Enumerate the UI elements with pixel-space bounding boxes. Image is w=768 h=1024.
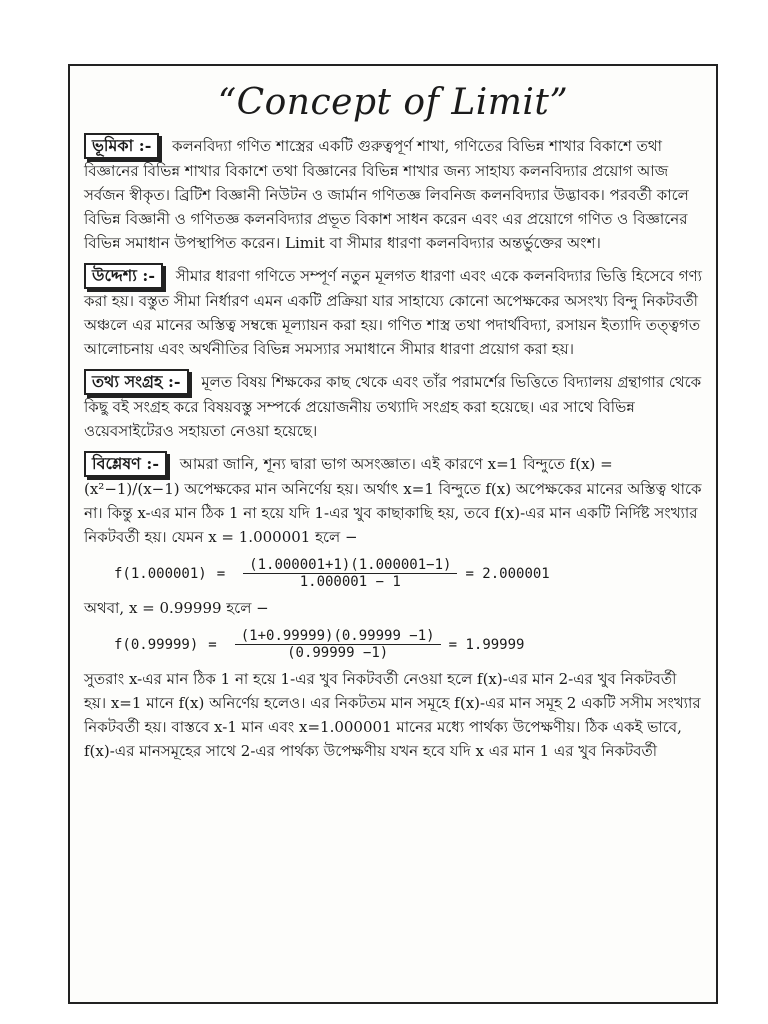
section-text-introduction: কলনবিদ্যা গণিত শাস্ত্রের একটি গুরুত্বপূর্ণ শাখা, গণিতের বিভিন্ন শাখার বিকাশে তথা বিজ্ঞানের বিভিন্ন শাখার বিকাশে তথা বিজ্ঞানের বিভিন্ন শাখার জন্য সাহায্য কলনবিদ্যার প্রয়োগ আজ সর্বজন স্বীকৃত। ব্রিটিশ বিজ্ঞানী নিউটন ও জার্মান গণিতজ্ঞ লিবনিজ কলনবিদ্যার উদ্ভাবক। পরবর্তী কালে বিভিন্ন বিজ্ঞানী ও গণিতজ্ঞ কলনবিদ্যার প্রভূত বিকাশ সাধন করেন এবং এর প্রয়োগে গণিত ও বিজ্ঞানের বিভিন্ন সমাধান উপস্থাপিত করেন। Limit বা সীমার ধারণা কলনবিদ্যার অন্তর্ভুক্তের অংশ। <box>84 137 689 252</box>
section-label-objective: উদ্দেশ্য :- <box>84 263 163 289</box>
document-page <box>68 64 718 1004</box>
closing-paragraph: সুতরাং x-এর মান ঠিক 1 না হয়ে 1-এর খুব নিকটবর্তী নেওয়া হলে f(x)-এর মান 2-এর খুব নিকটবর্তী হয়। x=1 মানে f(x) অনির্ণেয় হলেও। এর নিকটতম মান সমূহে f(x)-এর মান সমূহ 2 একটি সসীম সংখ্যার নিকটবর্তী হয়। বাস্তবে x-1 মান এবং x=1.000001 মানের মধ্যে পার্থক্য উপেক্ষণীয়। ঠিক একই ভাবে, f(x)-এর মানসমূহের সাথে 2-এর পার্থক্য উপেক্ষণীয় যখন হবে যদি x এর মান 1 এর খুব নিকটবর্তী <box>84 670 701 760</box>
section-text-objective: সীমার ধারণা গণিতে সম্পূর্ণ নতুন মূলগত ধারণা এবং একে কলনবিদ্যার ভিত্তি হিসেবে গণ্য করা হয়। বস্তুত সীমা নির্ধারণ এমন একটি প্রক্রিয়া যার সাহায্যে কোনো অপেক্ষকের অসংখ্য বিন্দু নিকটবর্তী অঞ্চলে এর মানের অস্তিত্ব সম্বন্ধে মূল্যায়ন করা হয়। গণিত শাস্ত্র তথা পদার্থবিদ্যা, রসায়ন ইত্যাদি তত্ত্বগত আলোচনায় এবং অর্থনীতির বিভিন্ন সমস্যার সমাধানে সীমার ধারণা প্রয়োগ করা হয়। <box>84 267 703 358</box>
section-objective <box>84 263 702 361</box>
equation-2-result: = 1.99999 <box>448 636 525 653</box>
math-2-intro: অথবা, x = 0.99999 হলে − <box>84 599 269 617</box>
equation-2-lhs: f(0.99999) <box>114 636 199 653</box>
equals-sign: = <box>216 565 226 582</box>
section-label-data-collection: তথ্য সংগ্রহ :- <box>84 369 189 395</box>
page-title: “Concept of Limit” <box>217 82 569 123</box>
section-text-data-collection: মূলত বিষয় শিক্ষকের কাছ থেকে এবং তাঁর পরামর্শের ভিত্তিতে বিদ্যালয় গ্রন্থাগার থেকে কিছু বই সংগ্রহ করে বিষয়বস্তু সম্পর্কে প্রয়োজনীয় তথ্যাদি সংগ্রহ করা হয়েছে। এর সাথে বিভিন্ন ওয়েবসাইটেরও সহায়তা নেওয়া হয়েছে। <box>84 373 702 440</box>
equation-2 <box>114 628 702 661</box>
section-text-analysis: আমরা জানি, শূন্য দ্বারা ভাগ অসংজ্ঞাত। এই কারণে x=1 বিন্দুতে f(x) = (x²−1)/(x−1) অপেক্ষকের মান অনির্ণেয় হয়। অর্থাৎ x=1 বিন্দুতে f(x) অপেক্ষকের মানের অস্তিত্ব থাকে না। কিন্তু x-এর মান ঠিক 1 না হয়ে যদি 1-এর খুব কাছাকাছি হয়, তবে f(x)-এর মান একটি নির্দিষ্ট সংখ্যার নিকটবর্তী হয়। যেমন x = 1.000001 হলে − <box>84 455 702 546</box>
equation-1-result: = 2.000001 <box>465 565 550 582</box>
equation-1-fraction <box>243 557 457 590</box>
equation-1-numerator: (1.000001+1)(1.000001−1) <box>243 557 457 574</box>
section-label-introduction: ভূমিকা :- <box>84 133 159 159</box>
equation-1-lhs: f(1.000001) <box>114 565 207 582</box>
section-data-collection <box>84 369 702 443</box>
equation-2-numerator: (1+0.99999)(0.99999 −1) <box>235 628 441 645</box>
section-introduction <box>84 133 702 255</box>
section-label-analysis: বিশ্লেষণ :- <box>84 451 167 477</box>
equals-sign: = <box>208 636 217 653</box>
equation-2-denominator: (0.99999 −1) <box>287 645 389 661</box>
equation-2-fraction <box>235 628 441 661</box>
section-analysis <box>84 451 702 549</box>
equation-1-denominator: 1.000001 − 1 <box>299 574 401 590</box>
equation-1 <box>114 557 702 590</box>
